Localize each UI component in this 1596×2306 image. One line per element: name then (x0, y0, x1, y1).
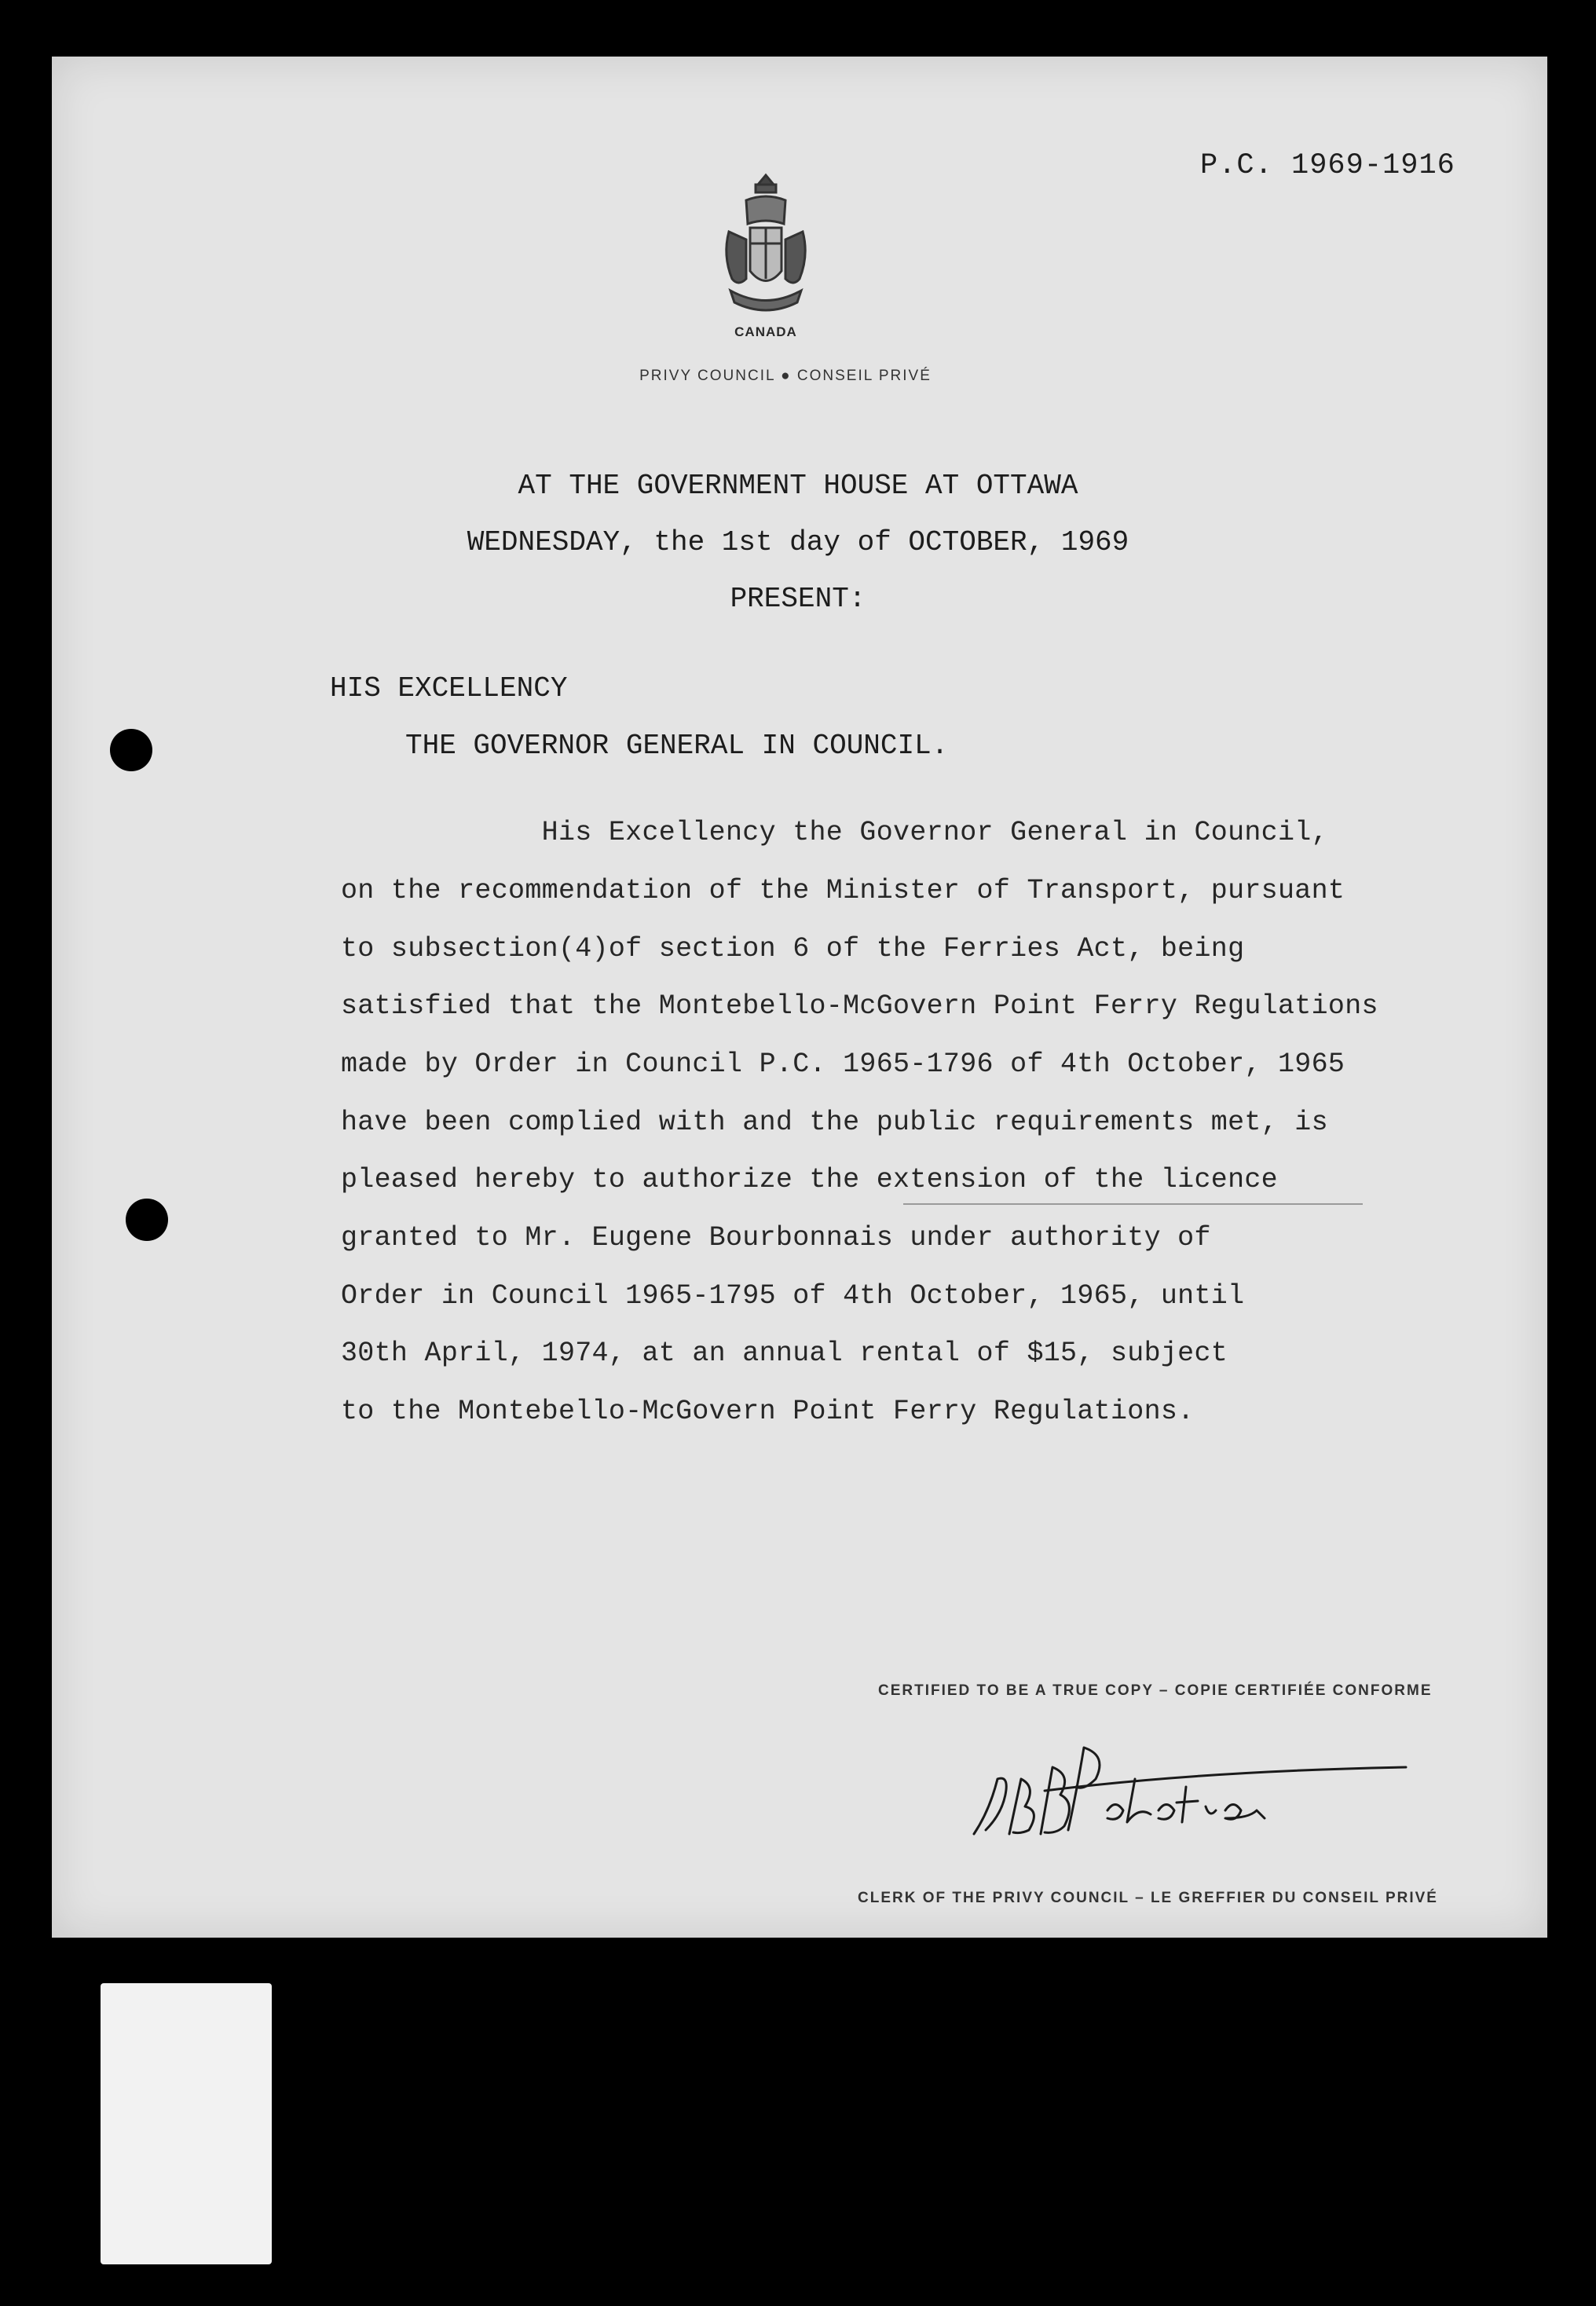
index-tab (101, 1983, 272, 2264)
signature-icon (966, 1732, 1422, 1858)
body-line: granted to Mr. Eugene Bourbonnais under authority of (341, 1222, 1211, 1254)
body-line: satisfied that the Montebello-McGovern Point Ferry Regulations (341, 990, 1378, 1022)
pencil-underline (903, 1203, 1363, 1205)
body-line: Order in Council 1965-1795 of 4th October, 1965, until (341, 1280, 1245, 1312)
heading-present: PRESENT: (730, 583, 866, 615)
body-line: have been complied with and the public requirements met, is (341, 1107, 1328, 1138)
order-number: P.C. 1969-1916 (1200, 149, 1455, 182)
punch-hole (110, 729, 152, 771)
body-line: pleased hereby to authorize the extension of the licence (341, 1164, 1278, 1195)
body-line: made by Order in Council P.C. 1965-1796 of 4th October, 1965 (341, 1049, 1345, 1080)
body-line: on the recommendation of the Minister of Transport, pursuant (341, 875, 1345, 906)
body-line: to subsection(4)of section 6 of the Ferries Act, being (341, 933, 1245, 964)
coat-of-arms-icon (715, 169, 817, 326)
heading-location: AT THE GOVERNMENT HOUSE AT OTTAWA (518, 470, 1078, 502)
clerk-caption: CLERK OF THE PRIVY COUNCIL – LE GREFFIER DU CONSEIL PRIVÉ (858, 1890, 1438, 1906)
certified-caption: CERTIFIED TO BE A TRUE COPY – COPIE CERTIFIÉE CONFORME (878, 1682, 1433, 1699)
his-excellency: HIS EXCELLENCY (330, 672, 568, 705)
heading-date: WEDNESDAY, the 1st day of OCTOBER, 1969 (467, 526, 1129, 558)
punch-hole (126, 1199, 168, 1241)
body-line: His Excellency the Governor General in Council, (341, 817, 1328, 848)
body-line: to the Montebello-McGovern Point Ferry Regulations. (341, 1396, 1195, 1427)
crest-label: CANADA (734, 324, 797, 339)
governor-general: THE GOVERNOR GENERAL IN COUNCIL. (405, 730, 949, 762)
letterhead: PRIVY COUNCIL ● CONSEIL PRIVÉ (639, 368, 932, 384)
body-line: 30th April, 1974, at an annual rental of $15, subject (341, 1338, 1228, 1369)
